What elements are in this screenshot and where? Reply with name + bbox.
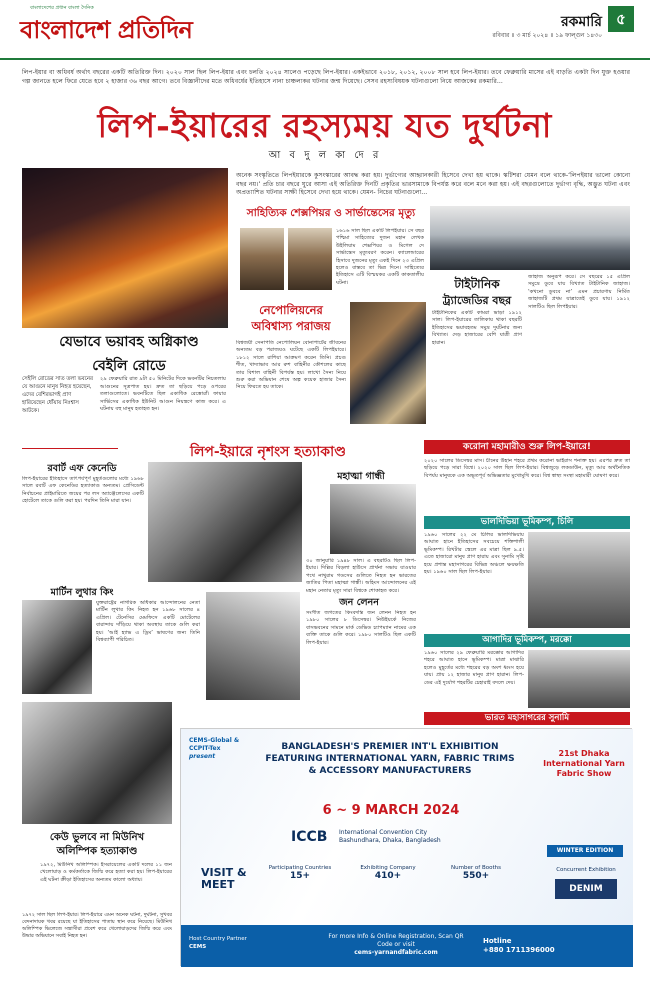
ad-organizer-logo (189, 737, 259, 761)
fire-title (36, 330, 222, 378)
agadir-title: আগাদির ভূমিকম্প, মরক্কো (424, 634, 630, 647)
fire-title-line2: বেইলি রোডে (92, 358, 166, 374)
masthead (0, 0, 650, 60)
page-number: ৫ (608, 6, 634, 32)
ad-stat-label: Exhibiting Company (360, 865, 416, 871)
ad-stat-companies (353, 865, 423, 881)
ad-organizer: CEMS-Global & CCPIT-Tex (189, 737, 240, 752)
kennedy-photo (148, 462, 302, 582)
napoleon-text: বিশ্বজয়ী সেনাপতি নেপোলিয়ন বোনাপার্টের জীবনের অন্যতম বড় পরাজয়ও ঘটেছে একটি লিপইয়ারে। ১৮১২ সালে রাশিয়া আক্রমণ করেন তিনি। প্রচণ্ড শীত, খাদ্যাভাব আর রুশ বাহিনীর কৌশলের কাছে তার বিশাল বাহিনী বিপর্যস্ত হয়। লাখো সৈন্য নিয়ে শুরু করা অভিযান শেষে অল্প কয়েক হাজার সৈন্য নিয়ে ফিরতে হয় তাকে। (236, 340, 346, 391)
intro-paragraph: লিপ-ইয়ার বা অধিবর্ষ অর্থাৎ বছরের একটি অতিরিক্ত দিন। ২০২০ সাল ছিল লিপ-ইয়ার এবং চলতি ২০২৪ সালেও পড়েছে লিপ-ইয়ার। একইভাবে ২০১৮, ২০১২, ২০০৮ সাল হবে লিপ-ইয়ার। তবে ফেব্রুয়ারি মাসের এই বাড়তি একটা দিন যুক্ত হওয়ার গল্প জানতে হলে ফিরে যেতে হবে ২ হাজার ৩৬ বছর আগে। তবে বিজ্ঞানীদের মতে অধিবর্ষের ইতিহাসে নানা চাঞ্চল্যকর ঘটনার জন্ম দিয়েছে। সেসব রহস্যবিষয়ক ঘটনাগুলো নিয়ে আজকের রকমারি... (22, 69, 630, 85)
fire-photo (22, 168, 228, 328)
napoleon-painting (350, 302, 426, 424)
ad-host-label: Host Country Partner (189, 936, 247, 942)
ad-stat-value: 550+ (462, 871, 490, 881)
king-name: মার্টিন লুথার কিং (50, 587, 114, 598)
ad-concurrent: Concurrent Exhibition (556, 867, 616, 873)
gandhi-photo (330, 484, 416, 554)
king-photo (22, 600, 92, 694)
fire-title-line1: যেভাবে ভয়াবহ অগ্নিকাণ্ড (59, 334, 199, 350)
ad-hotline (483, 937, 555, 955)
shakespeare-text: ১৬১৬ সাল ছিল একটি লিপইয়ার। সে বছর পশ্চিমা সাহিত্যের দুজন মহান লেখক উইলিয়াম শেক্সপিয়র ও মিগেল দে সার্ভান্তেস মৃত্যুবরণ করেন। ক্যালেন্ডারের হিসাবে দুজনের মৃত্যু একই দিনে ২৩ এপ্রিল হলেও বাস্তবে তা ভিন্ন দিনে। সাহিত্যের ইতিহাসে এটি বিস্ময়কর একটি কাকতালীয় ঘটনা। (336, 228, 424, 286)
ad-edition: 21st Dhaka International Yarn Fabric Show (543, 749, 625, 778)
valdivia-text: ১৯৬০ সালের ২২ মে চিলির ভালদিভিয়ায় আঘাত হানে ইতিহাসের সবচেয়ে শক্তিশালী ভূমিকম্প। রিখটার স্কেলে এর মাত্রা ছিল ৯.৫। এতে হাজারো মানুষ প্রাণ হারায় এবং সুনামি সৃষ্টি হয়ে প্রশান্ত মহাসাগরের বিভিন্ন অঞ্চলে ক্ষয়ক্ষতি হয়। ১৯৬০ সাল ছিল লিপ-ইয়ার। (424, 532, 524, 576)
ad-stat-label: Participating Countries (268, 865, 332, 871)
ad-stat-value: 410+ (374, 871, 402, 881)
corona-title: করোনা মহামারীও শুরু লিপ-ইয়ারে! (424, 440, 630, 454)
dateline: রবিবার ॥ ৩ মার্চ ২০২৪ ॥ ১৯ ফাল্গুন ১৪৩০ (492, 32, 602, 39)
ad-denim-logo: DENIM (555, 879, 617, 899)
newspaper-logo: বাংলাদেশ প্রতিদিন (20, 15, 193, 44)
lennon-text: সংগীত জগতের কিংবদন্তি জন লেনন নিহত হন ১৯৮০ সালের ৮ ডিসেম্বর। নিউইয়র্কে নিজের বাসভবনের সামনে মার্ক ডেভিড চ্যাপম্যান নামের এক ব্যক্তি তাকে গুলি করে। ১৯৮০ সালটিও ছিল একটি লিপ-ইয়ার। (306, 610, 416, 646)
ad-stat-label: Number of Booths (451, 865, 501, 871)
gandhi-text: ৩০ জানুয়ারি ১৯৪৮ সাল। এ বছরটিও ছিল লিপ-ইয়ার। দিল্লির বিড়লা হাউসে প্রার্থনা সভায় যাওয়ার পথে নাথুরাম গডসের গুলিতে নিহত হন ভারতের জাতির পিতা মহাত্মা গান্ধী। অহিংস আন্দোলনের এই মহান নেতার মৃত্যু সারা বিশ্বকে শোকাহত করে। (306, 558, 416, 594)
fire-note: সেইলি রোডের সাত তলা ভবনের যে আগুনে মানুষ নিহত হয়েছেন, এদের বেশিরভাগই প্রাণ হারিয়েছেন ধোঁয়ায় নিঃশ্বাস আটকে। (22, 376, 93, 414)
lead-paragraph: অনেক সংস্কৃতিতে লিপইয়ারকে কুসংস্কারের আবদ্ধ করা হয়। দুর্ভাগ্যের আহ্বানকারী হিসেবে দেখা হয় থাকে। স্কটিশরা যেমন বলে থাকে-‘লিপইয়ার ভালো কোনো বছর নয়।’ প্রতি চার বছরে ঘুরে আসা এই অতিরিক্ত দিনটি প্রকৃতির ভারসাম্যকে বিপর্যস্ত করে বলে মনে করা হয়। এই বছরগুলোতে দুর্ভাগ্য বৃদ্ধি, অদ্ভুত ঘটনা এবং অপ্রত্যাশিত ঘটনার সাক্ষী হিসেবে দেখা হয়ে থাকে। যেমন- নিচের ঘটনাগুলো... (236, 172, 630, 196)
valdivia-photo (528, 532, 630, 628)
titanic-title-line2: ট্র্যাজেডির বছর (442, 294, 512, 307)
napoleon-title-line1: নেপোলিয়নের (259, 303, 323, 317)
ad-winter-edition: WINTER EDITION (547, 845, 623, 857)
shakespeare-title: সাহিত্যিক শেক্সপিয়র ও সার্ভান্তেসের মৃত্যু (246, 207, 416, 219)
cervantes-portrait (288, 228, 332, 290)
corona-text: ২০২০ সালের ডিসেম্বর মাস। চীনের উহান শহরে প্রথম করোনা ভাইরাস শনাক্ত হয়। এরপর দ্রুত তা ছড়িয়ে পড়ে সারা বিশ্বে। ২০২০ সাল ছিল লিপ-ইয়ার। বিশ্বজুড়ে লকডাউন, মৃত্যু আর অর্থনৈতিক বিপর্যয় মানুষকে এক অভূতপূর্ব অভিজ্ঞতার মুখোমুখি করে। বিশ্ব স্বাস্থ্য সংস্থা মহামারী ঘোষণা করে। (424, 458, 630, 479)
kennedy-text: লিপ-ইয়ারের ইতিহাসে তাৎপর্যপূর্ণ মুহূর্তগুলোর মধ্যে ১৯৬৮ সালে রবার্ট এফ কেনেডির হত্যাকাণ্ড অন্যতম। প্রেসিডেন্ট নির্বাচনের প্রাইমারিতে জয়ের পর লস অ্যাঞ্জেলেসের একটি হোটেলে তাকে গুলি করা হয়। পরদিন তিনি মারা যান। (22, 476, 144, 505)
ad-venue-address: International Convention City Bashundhara, Dhaka, Bangladesh (339, 829, 441, 844)
ad-present: present (189, 753, 216, 760)
ad-info-text: For more Info & Online Registration, Scan QR Code or visit (328, 933, 464, 948)
killings-rule-left (22, 448, 118, 449)
tsunami-title: ভারত মহাসাগরের সুনামি (424, 712, 630, 725)
ad-hotline-label: Hotline (483, 937, 512, 945)
shakespeare-portrait (240, 228, 284, 290)
ad-footer (181, 925, 633, 967)
ad-dates: 6 ~ 9 MARCH 2024 (322, 803, 460, 818)
masthead-tagline: বাংলাদেশের প্রধান বাংলা দৈনিক (30, 5, 94, 11)
exhibition-advertisement[interactable] (180, 728, 632, 966)
munich-photo (22, 702, 172, 824)
ad-stat-booths (441, 865, 511, 881)
ad-visit-meet: VISIT & MEET (201, 866, 247, 891)
killings-title: লিপ-ইয়ারে নৃশংস হত্যাকাণ্ড (189, 444, 347, 460)
ad-hotline-number[interactable]: +880 1711396000 (483, 946, 555, 954)
munich-text: ১৯৭২, মিউনিখ অলিম্পিক। ইসরায়েলের একটি দলের ১১ জন খেলোয়াড় ও কর্মকর্তাকে জিম্মি করে হত্যা করা হয়। লিপ-ইয়ারের এই ঘটনা ক্রীড়া ইতিহাসের অন্যতম কালো অধ্যায়। (40, 862, 172, 883)
gandhi-name: মহাত্মা গান্ধী (337, 471, 385, 482)
titanic-text1: জাহাজ অনুরূপ করে। সে বছরের ১৫ এপ্রিল সমুদ্রে ডুবে যায় বিখ্যাত টাইটানিক জাহাজ। ‘কখনো ডুববে না’ এমন প্রচারণায় নির্মিত জাহাজটি প্রথম যাত্রাতেই ডুবে যায়। ১৯১২ সালটিও ছিল লিপইয়ার। (528, 274, 630, 310)
munich-title-line1: কেউ ভুলবে না মিউনিখ (49, 832, 145, 843)
titanic-title-line1: টাইটানিক (454, 277, 500, 291)
main-headline: লিপ-ইয়ারের রহস্যময় যত দুর্ঘটনা (97, 106, 553, 145)
ad-venue: ICCB (291, 829, 328, 845)
lennon-photo (206, 592, 300, 700)
kennedy-name: রবার্ট এফ কেনেডি (47, 463, 117, 474)
ad-stat-countries (265, 865, 335, 881)
king-text: যুক্তরাষ্ট্রের নাগরিক অধিকার আন্দোলনের নেতা মার্টিন লুথার কিং নিহত হন ১৯৬৮ সালের ৪ এপ্রিল। টেনেসির মেমফিসে একটি মোটেলের বারান্দায় দাঁড়িয়ে থাকা অবস্থায় তাকে গুলি করা হয়। ‘আই হ্যাভ এ ড্রিম’ ভাষণের জন্য তিনি বিশ্বব্যাপী পরিচিত। (96, 600, 200, 644)
ad-host (189, 935, 247, 951)
fire-text: ২৯ ফেব্রুয়ারি রাত ৯টা ৫০ মিনিটের দিকে ভবনটির নিচতলায় আগুনের সূত্রপাত হয়। দ্রুত তা ছড়িয়ে পড়ে ওপরের তলাগুলোতে। ভবনটিতে ছিল একাধিক রেস্তোরাঁ। ফায়ার সার্ভিসের একাধিক ইউনিট আগুন নিয়ন্ত্রণে কাজ করে। এ ঘটনায় বহু মানুষ হতাহত হন। (100, 376, 226, 412)
byline: আ ব দু ল কা দে র (268, 150, 382, 161)
munich-bottom-text: ১৯৭২ সাল ছিল লিপ-ইয়ার। লিপ-ইয়ারে এমন অনেক ঘটনা, দুর্ঘটনা, সুখবর বেদনাদায়ক খবর রয়েছে যা ইতিহাসের পাতায় স্থান করে নিয়েছে। মিউনিখ অলিম্পিক ভিলেজে সন্ত্রাসীরা প্রবেশ করে খেলোয়াড়দের জিম্মি করে এবং উদ্ধার অভিযানে সবাই নিহত হন। (22, 912, 172, 939)
lennon-name: জন লেনন (339, 597, 379, 608)
section-name: রকমারি (560, 14, 602, 30)
ad-url[interactable]: cems-yarnandfabric.com (354, 949, 438, 956)
agadir-text: ১৯৬০ সালের ২৯ ফেব্রুয়ারি মরক্কোর আগাদির শহরে আঘাত হানে ভূমিকম্প। মাত্রা মাঝারি হলেও মুহূর্তের মধ্যে শহরের বড় অংশ ধ্বংস হয়ে যায়। প্রায় ১২ হাজার মানুষ প্রাণ হারান। লিপ-ডের এই দুর্যোগ শহরটির চেহারাই বদলে দেয়। (424, 650, 524, 686)
titanic-text2: টাইটানিকের একটি কামরা ভাড়া ১৯১২ সাল। লিপ-ইয়ারের তালিকায় থাকা বছরটি ইতিহাসের ভয়াবহতম সমুদ্র দুর্ঘটনার জন্য বিখ্যাত। দেড় হাজারের বেশি যাত্রী প্রাণ হারান। (432, 310, 522, 346)
ad-title: BANGLADESH'S PREMIER INT'L EXHIBITION FEATURING INTERNATIONAL YARN, FABRIC TRIMS & ACCESSORY MANUFACTURERS (265, 742, 515, 776)
valdivia-title: ভালদিভিয়া ভূমিকম্প, চিলি (424, 516, 630, 529)
ad-host-name: CEMS (189, 944, 207, 950)
munich-title-line2: অলিম্পিক হত্যাকাণ্ড (56, 846, 138, 857)
ad-info (321, 933, 471, 957)
titanic-photo (430, 206, 630, 270)
ad-stat-value: 15+ (289, 871, 311, 881)
napoleon-title-line2: অবিশ্বাস্য পরাজয় (251, 319, 331, 333)
agadir-photo (528, 650, 630, 708)
